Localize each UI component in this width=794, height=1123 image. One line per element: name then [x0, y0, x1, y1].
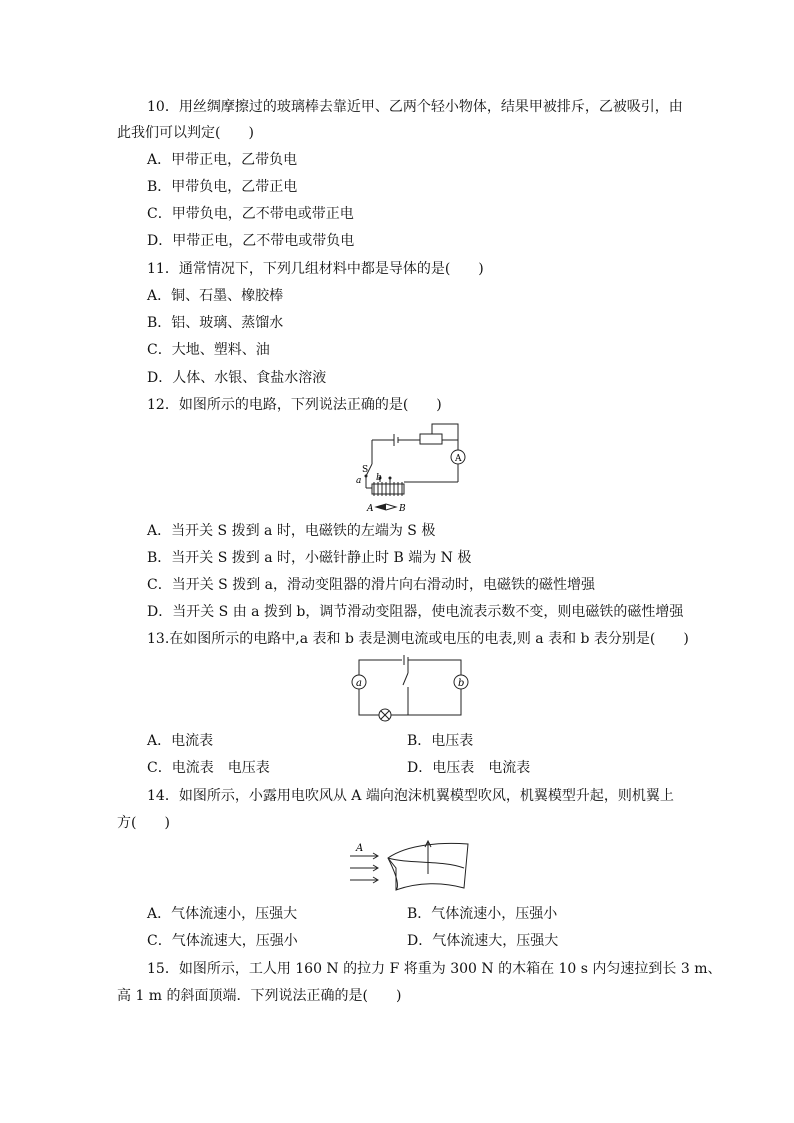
q10-stem-line1: 10．用丝绸摩擦过的玻璃棒去靠近甲、乙两个轻小物体，结果甲被排斥，乙被吸引，由: [147, 99, 683, 115]
q11-stem: 11．通常情况下，下列几组材料中都是导体的是( ): [147, 261, 484, 277]
q13-meter-b-label: b: [458, 678, 465, 689]
q14-point-a-label: A: [356, 843, 364, 854]
q13-option-d: D．电压表 电流表: [407, 760, 531, 776]
q10-option-d: D．甲带正电，乙不带电或带负电: [147, 233, 355, 249]
q14-option-c: C．气体流速大，压强小: [147, 933, 298, 949]
q14-option-a: A．气体流速小，压强大: [147, 906, 298, 922]
q14-option-b: B．气体流速小，压强小: [407, 906, 558, 922]
q13-option-c: C．电流表 电压表: [147, 760, 270, 776]
q12-circuit-figure: [350, 420, 470, 515]
q10-option-b: B．甲带负电，乙带正电: [147, 179, 298, 195]
q14-option-d: D．气体流速大，压强大: [407, 933, 559, 949]
q13-circuit-figure: [348, 655, 470, 720]
q13-option-b: B．电压表: [407, 733, 474, 749]
q10-option-c: C．甲带负电，乙不带电或带正电: [147, 206, 354, 222]
q15-stem-line1: 15．如图所示，工人用 160 N 的拉力 F 将重为 300 N 的木箱在 10 s 内匀速拉到长 3 m、: [147, 961, 722, 977]
q14-stem-line2: 方( ): [117, 815, 170, 831]
q12-contact-b-label: b: [376, 473, 382, 483]
q14-stem-line1: 14．如图所示，小露用电吹风从 A 端向泡沫机翼模型吹风，机翼模型升起，则机翼上: [147, 788, 674, 804]
q10-option-a: A．甲带正电，乙带负电: [147, 152, 298, 168]
q11-option-b: B．铝、玻璃、蒸馏水: [147, 315, 284, 331]
q12-needle-a-label: A: [367, 504, 374, 514]
q12-switch-label: S: [362, 465, 369, 475]
q13-stem: 13.在如图所示的电路中,a 表和 b 表是测电流或电压的电表,则 a 表和 b 表分别是( ): [147, 631, 689, 647]
q12-ammeter-label: A: [455, 454, 462, 464]
q12-option-b: B．当开关 S 拨到 a 时，小磁针静止时 B 端为 N 极: [147, 550, 472, 566]
q13-option-a: A．电流表: [147, 733, 214, 749]
q12-option-a: A．当开关 S 拨到 a 时，电磁铁的左端为 S 极: [147, 523, 436, 539]
q15-stem-line2: 高 1 m 的斜面顶端．下列说法正确的是( ): [117, 988, 402, 1004]
q11-option-d: D．人体、水银、食盐水溶液: [147, 370, 327, 386]
q10-stem-line2: 此我们可以判定( ): [117, 125, 254, 141]
q12-stem: 12．如图所示的电路，下列说法正确的是( ): [147, 397, 442, 413]
q12-needle-b-label: B: [399, 504, 406, 514]
q11-option-a: A．铜、石墨、橡胶棒: [147, 288, 284, 304]
q12-contact-a-label: a: [356, 476, 362, 486]
q11-option-c: C．大地、塑料、油: [147, 342, 270, 358]
q14-wing-figure: [348, 838, 473, 898]
q12-option-c: C．当开关 S 拨到 a，滑动变阻器的滑片向右滑动时，电磁铁的磁性增强: [147, 577, 595, 593]
q13-meter-a-label: a: [356, 678, 362, 689]
q12-option-d: D．当开关 S 由 a 拨到 b，调节滑动变阻器，使电流表示数不变，则电磁铁的磁性增强: [147, 604, 684, 620]
